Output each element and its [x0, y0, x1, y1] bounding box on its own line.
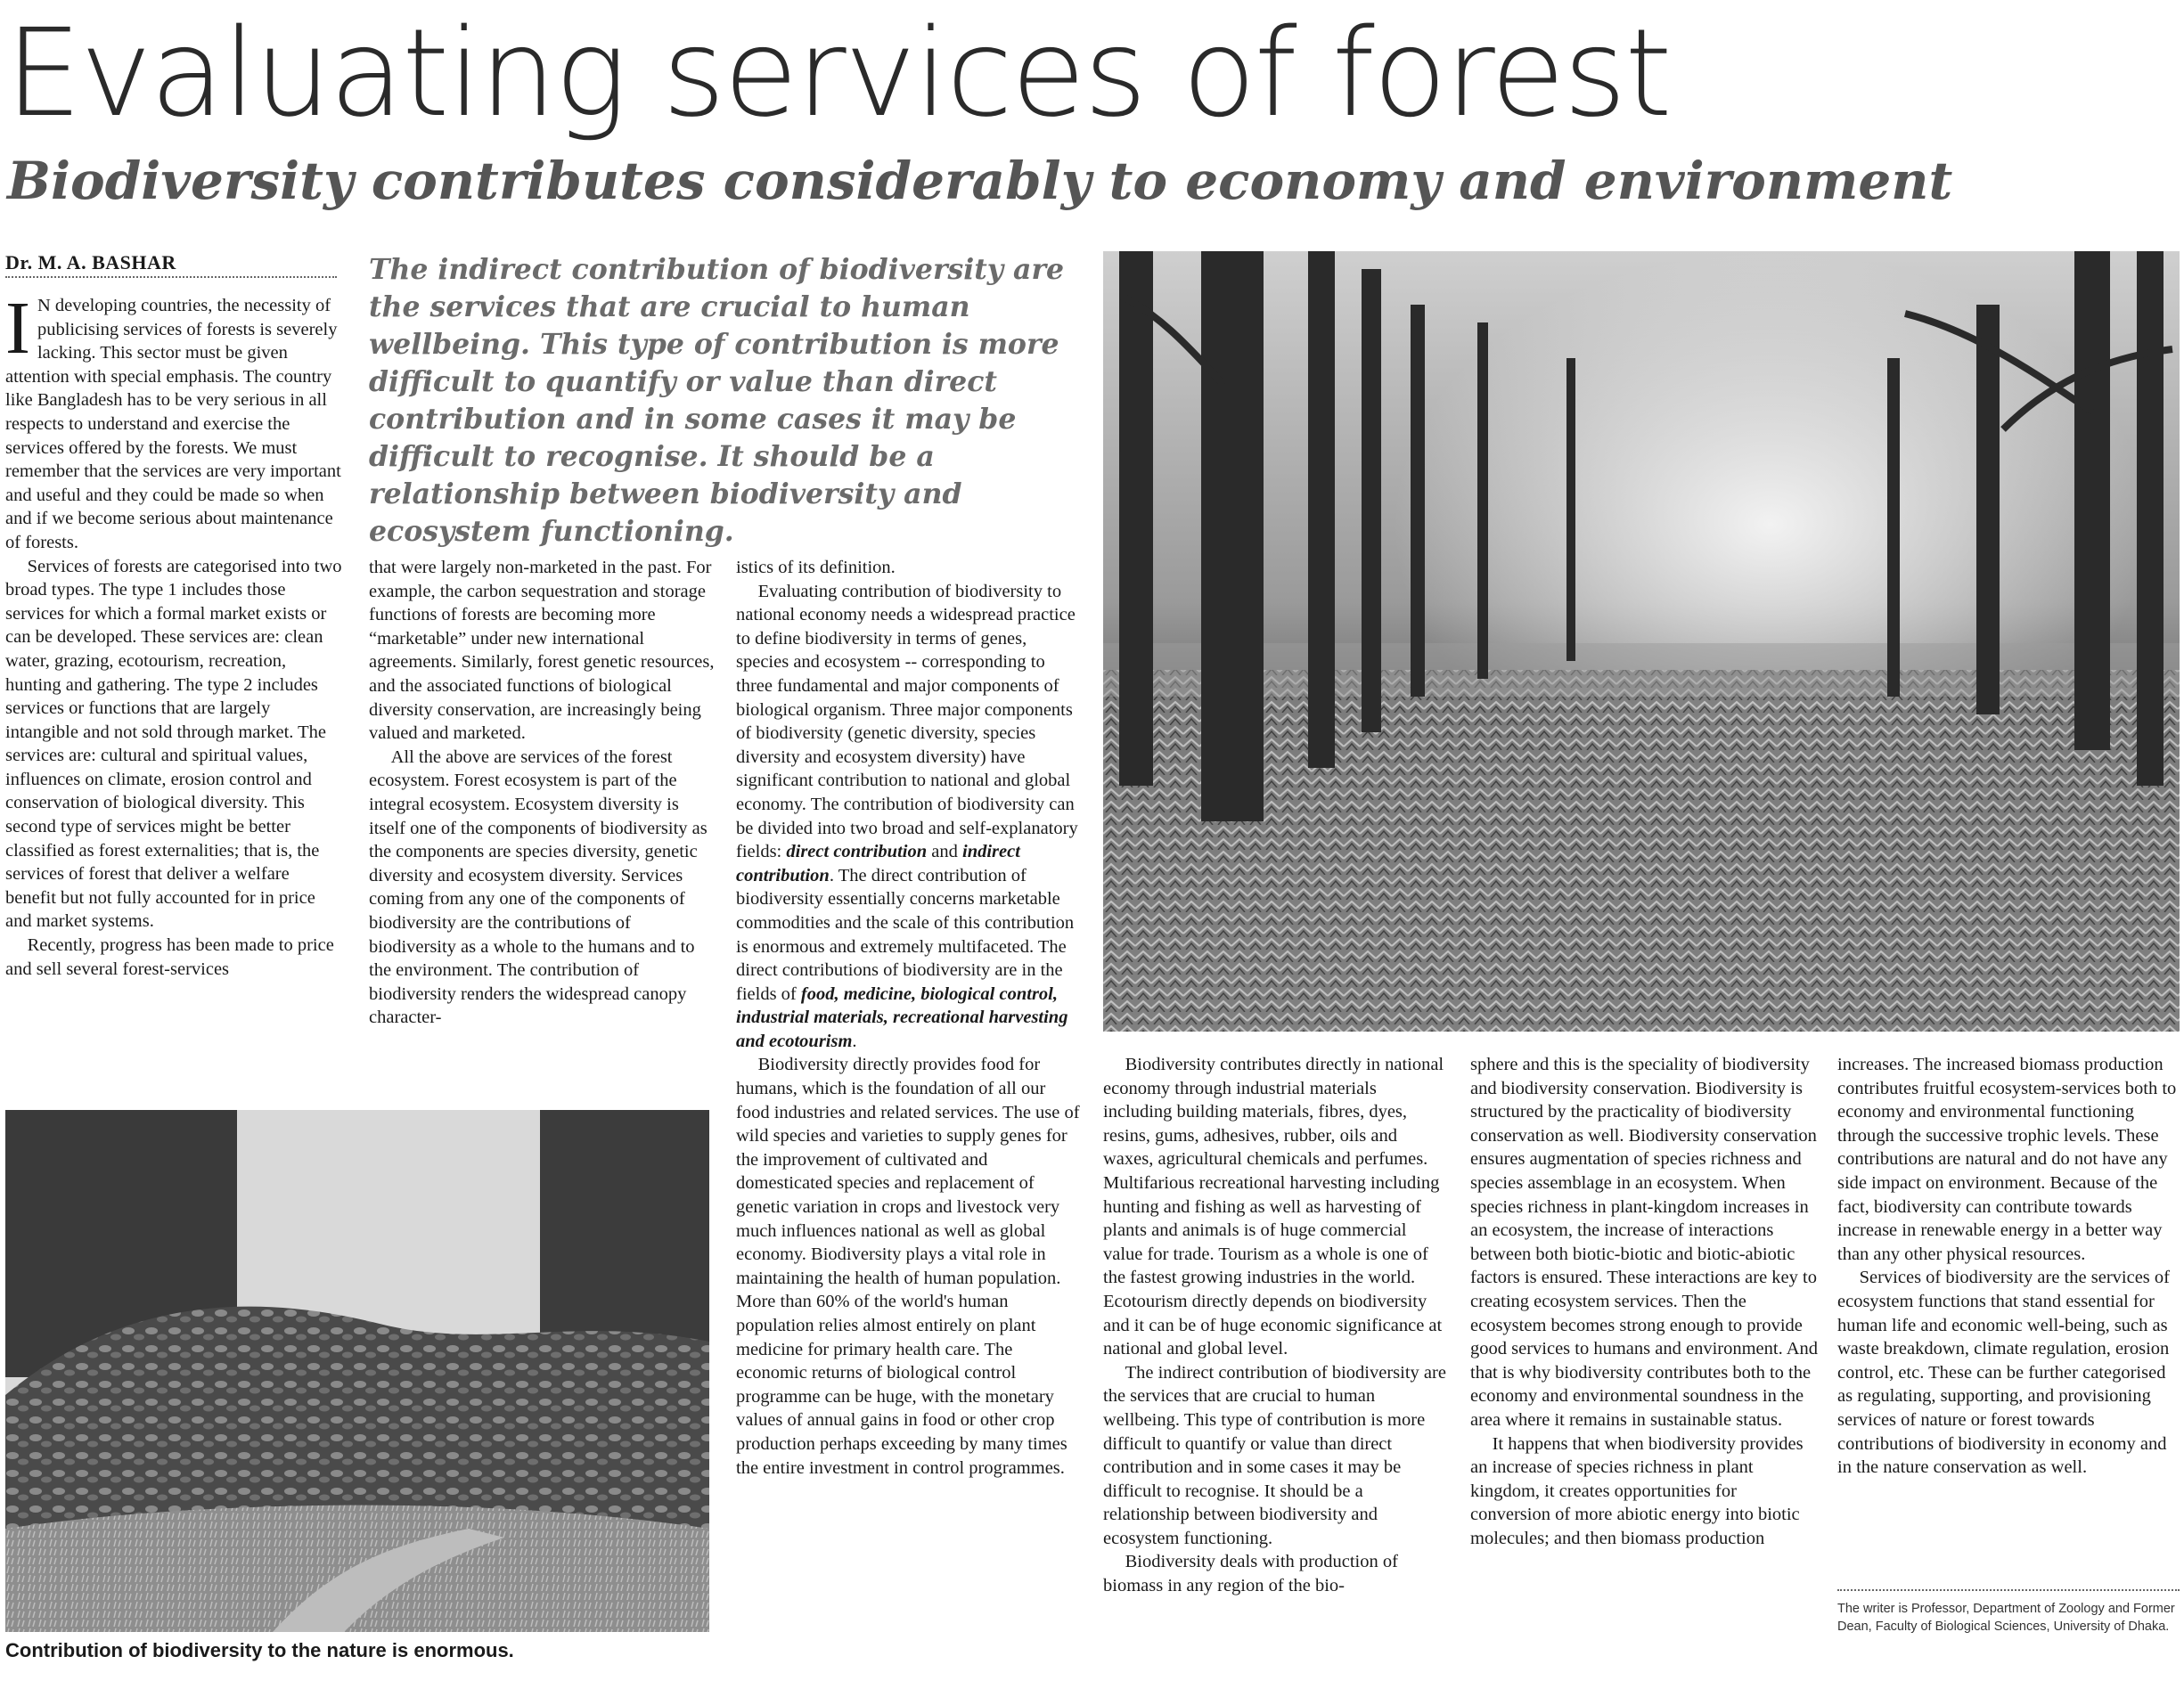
column-3-text-b: . The direct contribution of biodiversity essentially concerns marketable commodities and the scale of this contribution is enormous and extremely multifaceted. The direct contributions of biodiversity are in the fields of: [736, 865, 1075, 1004]
column-5-paragraph-2: It happens that when biodiversity provides an increase of species richness in plant kingdom, it creates opportunities for conversion of more abiotic energy into biotic molecules; and then biomass production: [1470, 1433, 1804, 1548]
pull-quote: The indirect contribution of biodiversity are the services that are crucial to human wellbeing. This type of contribution is more difficult to quantify or value than direct contribution and in some cases it may be difficult to recognise. It should be a relationship between biodiversity and ecosystem functioning.: [369, 253, 1065, 548]
forest-photo-illustration: [1103, 251, 2180, 1032]
column-5-paragraph-1: sphere and this is the speciality of biodiversity and biodiversity conservation. Biodiversity is structured by the practicality of biodiversity conservation as well. Biodiversity conservation ensures augmentation of species richness and species assemblage in an ecosystem. When species richness in plant-kingdom increases in an ecosystem, the increase of interactions between both biotic-biotic and biotic-abiotic factors is ensured. These interactions are key to creating ecosystem services. Then the ecosystem becomes strong enough to provide good services to humans and environment. And that is why biodiversity contributes both to the economy and environmental soundness in the area where it remains in sustainable status.: [1470, 1055, 1819, 1430]
column-5: [1470, 1053, 1818, 1550]
column-3: [736, 556, 1080, 1480]
garden-photo-illustration: [5, 1110, 709, 1632]
term-indirect-contribution: indirect contribution: [736, 842, 1020, 885]
drop-cap: I: [5, 287, 30, 370]
column-3-text-c: .: [852, 1031, 857, 1051]
column-6-paragraph-2: Services of biodiversity are the services of ecosystem functions that stand essential for human life and economic well-being, such as waste breakdown, climate regulation, erosion control, etc. These can be further categorised as regulating, supporting, and provisioning services of nature or forest towards contributions of biodiversity in economy and in the nature conservation as well.: [1837, 1268, 2170, 1478]
writer-note: The writer is Professor, Department of Zoology and Former Dean, Faculty of Biological Sciences, University of Dhaka.: [1837, 1589, 2180, 1636]
column-1-paragraph-1: [5, 287, 342, 555]
column-2-paragraph-1: that were largely non-marketed in the past. For example, the carbon sequestration and storage functions of forests are becoming more “marketable” under new international agreements. Similarly, forest genetic resources, and the associated functions of biological diversity conservation, are increasingly being valued and marketed.: [369, 558, 715, 744]
forest-photo: [1103, 251, 2180, 1032]
column-2-paragraph-2: All the above are services of the forest ecosystem. Forest ecosystem is part of the integral ecosystem. Ecosystem diversity is itself one of the components of biodiversity as the components are species diversity, genetic diversity and ecosystem diversity. Services coming from any one of the components of biodiversity are the contributions of biodiversity as a whole to the humans and to the environment. The contribution of biodiversity renders the widespread canopy character-: [369, 747, 708, 1028]
garden-photo: [5, 1110, 709, 1632]
column-3-text-and: and: [927, 842, 962, 862]
column-3-paragraph-1: istics of its definition.: [736, 558, 896, 577]
column-4-paragraph-2: The indirect contribution of biodiversity are the services that are crucial to human wellbeing. This type of contribution is more difficult to quantify or value than direct contribution and in some cases it may be difficult to recognise. It should be a relationship between biodiversity and ecosystem functioning.: [1103, 1362, 1446, 1548]
column-3-text-a: Evaluating contribution of biodiversity to national economy needs a widespread practice to define biodiversity in terms of genes, species and ecosystem -- corresponding to three fundamental and major components of biological organism. Three major components of biodiversity (genetic diversity, species diversity and ecosystem diversity) have significant contribution to national and global economy. The contribution of biodiversity can be divided into two broad and self-explanatory fields:: [736, 581, 1078, 862]
column-6-paragraph-1: increases. The increased biomass production contributes fruitful ecosystem-services both to economy and environmental functioning through the successive trophic levels. These contributions are natural and do not have any side impact on environment. Because of the fact, biodiversity can contribute towards increase in renewable energy in a better way than any other physical resources.: [1837, 1055, 2177, 1264]
column-1-paragraph-2: Services of forests are categorised into two broad types. The type 1 includes those services for which a formal market exists or can be developed. These services are: clean water, grazing, ecotourism, recreation, hunting and gathering. The type 2 includes services or functions that are largely intangible and not sold through market. The services are: cultural and spiritual values, influences on climate, erosion control and conservation of biological diversity. This second type of services might be better classified as forest externalities; that is, the services of forest that deliver a welfare benefit but not fully accounted for in price and market systems.: [5, 556, 342, 932]
column-3-paragraph-3: Biodiversity directly provides food for humans, which is the foundation of all our food industries and related services. The use of wild species and varieties to supply genes for the improvement of cultivated and domesticated species and replacement of genetic variation in crops and livestock very much influences national as well as global economy. Biodiversity plays a vital role in maintaining the health of human population. More than 60% of the world's human population relies almost entirely on plant medicine for primary health care. The economic returns of biological control programme can be huge, with the monetary values of annual gains in food or other crop production perhaps exceeding by many times the entire investment in control programmes.: [736, 1055, 1080, 1478]
term-direct-fields: food, medicine, biological control, industrial materials, recreational harvesting and ecotourism: [736, 983, 1068, 1051]
column-4-paragraph-1: Biodiversity contributes directly in national economy through industrial materials including building materials, fibres, dyes, resins, gums, adhesives, rubber, oils and waxes, agricultural chemicals and perfumes. Multifarious recreational harvesting including hunting and fishing as well as harvesting of plants and animals is of huge commercial value for trade. Tourism as a whole is one of the fastest growing industries in the world. Ecotourism directly depends on biodiversity and it can be of huge economic significance at national and global level.: [1103, 1055, 1444, 1359]
photo-caption: Contribution of biodiversity to the nature is enormous.: [5, 1639, 514, 1661]
column-4: [1103, 1053, 1447, 1598]
column-1-paragraph-3: Recently, progress has been made to price and sell several forest-services: [5, 935, 334, 979]
column-3-paragraph-2: [736, 580, 1080, 1054]
subheadline: Biodiversity contributes considerably to economy and environment: [7, 151, 1953, 211]
column-4-paragraph-3: Biodiversity deals with production of biomass in any region of the bio-: [1103, 1552, 1398, 1596]
byline: Dr. M. A. BASHAR: [5, 251, 337, 278]
column-2: [369, 556, 715, 1030]
term-direct-contribution: direct contribution: [786, 842, 928, 862]
column-1-text: N developing countries, the necessity of publicising services of forests is severely lacking. This sector must be given attention with special emphasis. The country like Bangladesh has to be very serious in all respects to understand and exercise the services offered by the forests. We must remember that the services are very important and useful and they could be made so when and if we become serious about maintenance of forests.: [5, 296, 341, 552]
headline: Evaluating services of forest: [5, 4, 1671, 144]
column-6: [1837, 1053, 2181, 1480]
column-1: [5, 287, 342, 981]
